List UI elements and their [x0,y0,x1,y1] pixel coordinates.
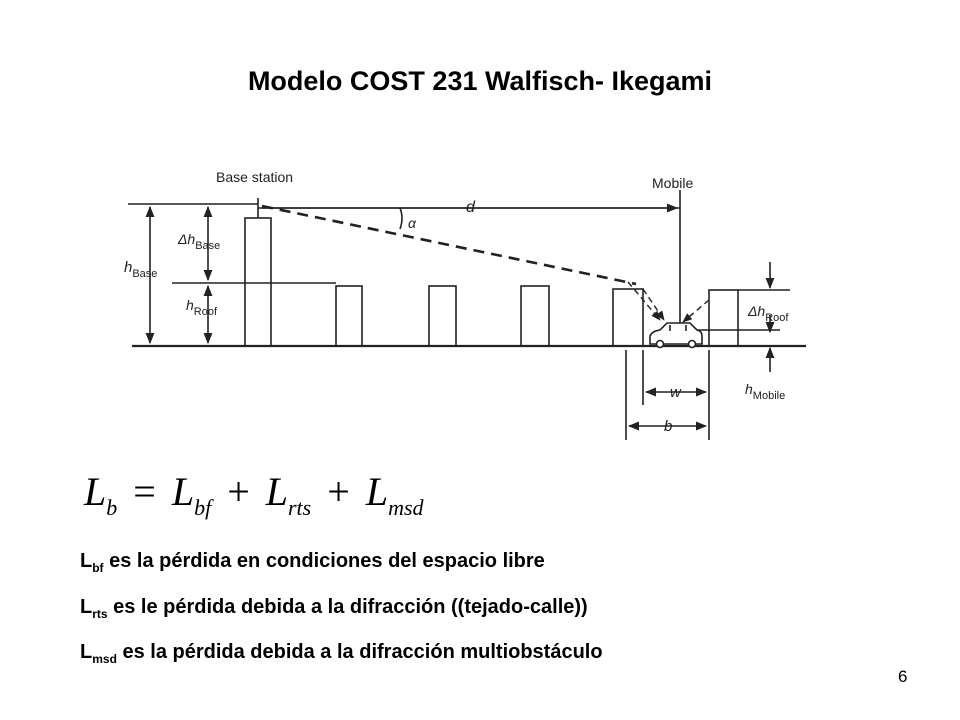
h-roof-label: $h_{Roof}$ [186,297,218,318]
building [336,286,362,346]
delta-h-base-label: $\Delta h_{Base}$ [178,231,221,252]
loss-formula: $L_b = L_{bf} + L_{rts} + L_{msd}$ [84,469,424,520]
definition-lmsd: $L_{msd}$ es la pérdida debida a la difracción multiobstáculo [80,641,603,666]
h-base-label: $h_{Base}$ [124,259,158,280]
building [521,286,549,346]
building [429,286,456,346]
definition-lrts: $L_{rts}$ es le pérdida debida a la difracción ((tejado-calle)) [80,596,588,621]
reflection-ray [683,300,709,322]
diffraction-ray [628,282,660,320]
building [613,289,643,346]
slide-title: Modelo COST 231 Walfisch- Ikegami [247,66,713,96]
alpha-arc [400,208,402,229]
propagation-path [262,206,636,284]
building [709,290,738,346]
base-station-label: Base station [216,169,294,185]
mobile-label: Mobile [652,175,694,191]
alpha-label: α [408,215,416,231]
delta-h-roof-label: $\Delta h_{Roof}$ [748,303,789,324]
w-label: w [670,384,681,401]
b-label: b [664,418,673,435]
diffraction-ray [643,289,664,320]
d-label: d [466,199,475,216]
page-number: 6 [898,667,908,686]
h-mobile-label: $h_{Mobile}$ [745,381,786,402]
building-base-station [245,218,271,346]
definitions-list [80,548,800,684]
car-icon [650,323,702,348]
definition-lbf: $L_{bf}$ es la pérdida en condiciones del espacio libre [80,550,545,575]
